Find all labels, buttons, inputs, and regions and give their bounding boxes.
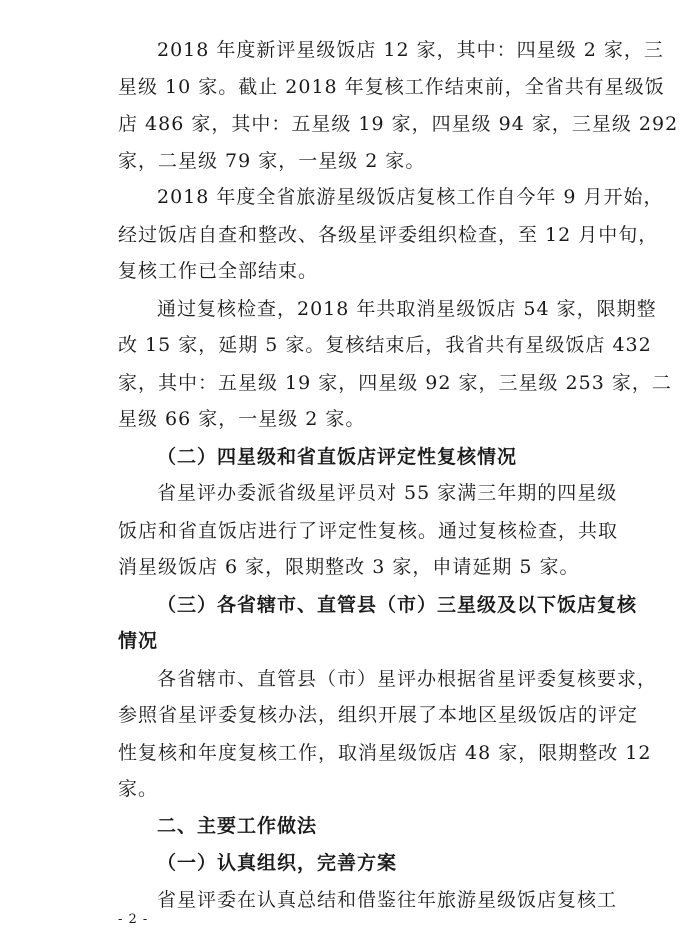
paragraph-line: 省星评委在认真总结和借鉴往年旅游星级饭店复核工 [157, 889, 618, 911]
paragraph-line: 家，其中：五星级 19 家，四星级 92 家，三星级 253 家，二 [118, 372, 672, 394]
paragraph-line: 家，二星级 79 家，一星级 2 家。 [118, 150, 426, 172]
section-heading: （一）认真组织，完善方案 [157, 852, 398, 874]
main-heading: 二、主要工作做法 [157, 815, 318, 837]
paragraph-line: 店 486 家，其中：五星级 19 家，四星级 94 家，三星级 292 [118, 113, 679, 135]
paragraph-line: 星级 10 家。截止 2018 年复核工作结束前，全省共有星级饭 [118, 76, 665, 98]
paragraph-line: 各省辖市、直管县（市）星评办根据省星评委复核要求， [157, 668, 658, 690]
paragraph-line: 省星评办委派省级星评员对 55 家满三年期的四星级 [157, 482, 618, 504]
section-heading: （三）各省辖市、直管县（市）三星级及以下饭店复核 [157, 594, 638, 616]
paragraph-line: 性复核和年度复核工作，取消星级饭店 48 家，限期整改 12 [118, 742, 652, 764]
section-heading: 情况 [118, 630, 159, 652]
paragraph-line: 参照省星评委复核办法，组织开展了本地区星级饭店的评定 [118, 704, 639, 726]
section-heading: （二）四星级和省直饭店评定性复核情况 [157, 446, 518, 468]
paragraph-line: 星级 66 家，一星级 2 家。 [118, 408, 366, 430]
paragraph-line: 2018 年度全省旅游星级饭店复核工作自今年 9 月开始， [157, 186, 664, 208]
paragraph-line: 复核工作已全部结束。 [118, 260, 319, 282]
paragraph-line: 家。 [118, 778, 159, 800]
paragraph-line: 改 15 家，延期 5 家。复核结束后，我省共有星级饭店 432 [118, 334, 652, 356]
paragraph-line: 饭店和省直饭店进行了评定性复核。通过复核检查，共取 [118, 520, 619, 542]
paragraph-line: 通过复核检查，2018 年共取消星级饭店 54 家，限期整 [157, 298, 657, 320]
page-number: - 2 - [118, 912, 149, 927]
paragraph-line: 2018 年度新评星级饭店 12 家，其中：四星级 2 家，三 [157, 39, 664, 61]
paragraph-line: 经过饭店自查和整改、各级星评委组织检查，至 12 月中旬， [118, 224, 659, 246]
paragraph-line: 消星级饭店 6 家，限期整改 3 家，申请延期 5 家。 [118, 556, 580, 578]
